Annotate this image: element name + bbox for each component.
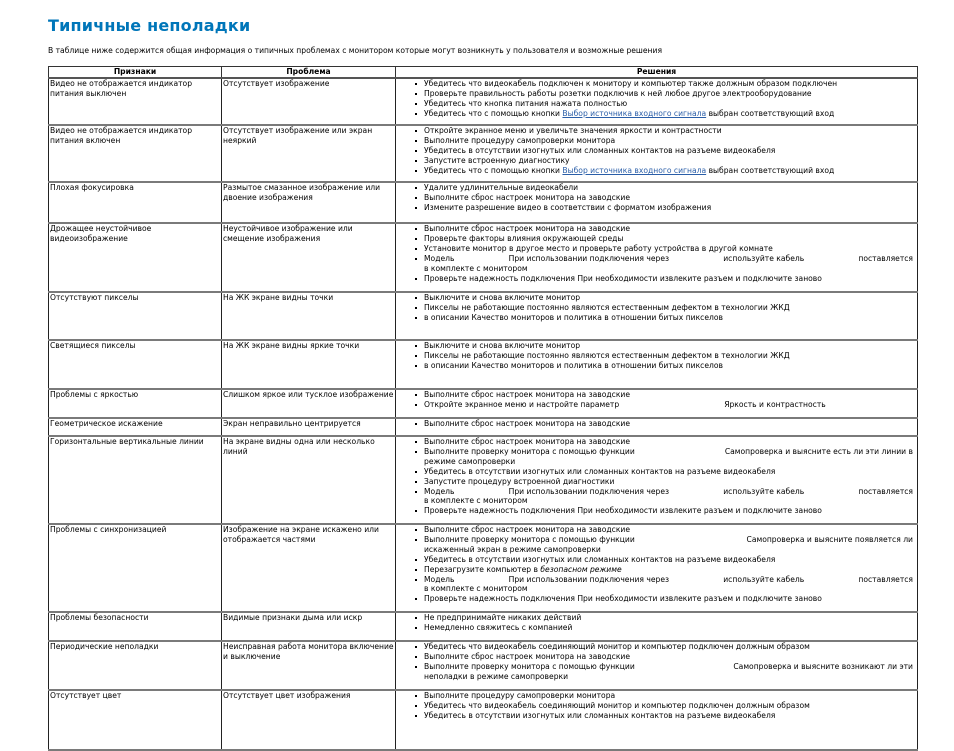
solution-continuation: искаженный экран в режиме самопроверки — [424, 544, 601, 554]
solutions-list — [396, 79, 917, 119]
table-row — [49, 389, 918, 418]
problem-cell: На ЖК экране видны точки — [222, 292, 396, 340]
table-row — [49, 612, 918, 641]
solutions-list — [396, 183, 917, 213]
solution-item: Проверьте надежность подключения При необходимости извлеките разъем и подключите заново — [424, 594, 917, 604]
troubleshooting-table — [48, 66, 918, 751]
problem-cell: Отсутствует цвет изображения — [222, 690, 396, 750]
solution-item: Выполните сброс настроек монитора на заводские — [424, 193, 917, 203]
solution-item: Установите монитор в другое место и проверьте работу устройства в другой комнате — [424, 244, 917, 254]
solution-item: Откройте экранное меню и увеличьте значения яркости и контрастности — [424, 126, 917, 136]
table-row — [49, 125, 918, 182]
solution-item — [424, 575, 917, 595]
solutions-list — [396, 390, 917, 410]
solution-continuation: в комплекте с монитором — [424, 263, 528, 273]
solution-line — [424, 575, 917, 585]
solutions-cell — [396, 524, 918, 612]
solution-item: Выполните процедуру самопроверки монитора — [424, 136, 917, 146]
solutions-cell — [396, 690, 918, 750]
solution-item: Убедитесь в отсутствии изогнутых или сломанных контактов на разъеме видеокабеля — [424, 467, 917, 477]
input-source-link[interactable]: Выбор источника входного сигнала — [562, 165, 707, 175]
solution-item: Пикселы не работающие постоянно являются естественным дефектом в технологии ЖКД — [424, 303, 917, 313]
solution-item: Выключите и снова включите монитор — [424, 341, 917, 351]
symptom-cell: Дрожащее неустойчивое видеоизображение — [49, 223, 222, 292]
solution-continuation: режиме самопроверки — [424, 456, 516, 466]
solution-text: выбран соответствующий вход — [706, 165, 835, 175]
solution-fragment: поставляется — [858, 253, 913, 263]
solution-fragment: используйте кабель — [723, 253, 805, 263]
solution-item — [424, 254, 917, 274]
solutions-cell — [396, 340, 918, 389]
solution-item: Выполните процедуру самопроверки монитора — [424, 691, 917, 701]
solutions-cell — [396, 78, 918, 125]
solution-item: Убедитесь что видеокабель соединяющий монитор и компьютер подключен должным образом — [424, 642, 917, 652]
solution-item: Убедитесь что кнопка питания нажата полностью — [424, 99, 917, 109]
solution-fragment: При использовании подключения через — [508, 486, 670, 496]
solution-item — [424, 565, 917, 575]
solution-fragment: При использовании подключения через — [508, 574, 670, 584]
solution-continuation: неполадки в режиме самопроверки — [424, 671, 569, 681]
problem-cell: Экран неправильно центрируется — [222, 418, 396, 436]
symptom-cell: Видео не отображается индикатор питания включен — [49, 125, 222, 182]
solution-item: Выполните сброс настроек монитора на заводские — [424, 525, 917, 535]
solutions-cell — [396, 641, 918, 690]
table-row — [49, 78, 918, 125]
solution-line — [424, 487, 917, 497]
solution-fragment: Самопроверка и выясните есть ли эти линии в — [724, 446, 913, 456]
solutions-list — [396, 341, 917, 371]
solutions-list — [396, 613, 917, 633]
solution-item — [424, 109, 917, 119]
table-row — [49, 690, 918, 750]
solutions-cell — [396, 182, 918, 223]
table-row — [49, 292, 918, 340]
solution-item: Убедитесь в отсутствии изогнутых или сломанных контактов на разъеме видеокабеля — [424, 146, 917, 156]
solution-item — [424, 662, 917, 682]
solution-item: Проверьте факторы влияния окружающей среды — [424, 234, 917, 244]
solution-item: Убедитесь в отсутствии изогнутых или сломанных контактов на разъеме видеокабеля — [424, 555, 917, 565]
solution-text: выбран соответствующий вход — [706, 108, 835, 118]
solution-item: Проверьте правильность работы розетки подключив к ней любое другое электрооборудование — [424, 89, 917, 99]
solution-item: Выключите и снова включите монитор — [424, 293, 917, 303]
solution-fragment: Модель — [424, 253, 455, 263]
solution-text: Перезагрузите компьютер в — [424, 564, 541, 574]
input-source-link[interactable]: Выбор источника входного сигнала — [562, 108, 707, 118]
table-header-row — [49, 67, 918, 79]
solution-item: Удалите удлинительные видеокабели — [424, 183, 917, 193]
solution-fragment: используйте кабель — [723, 574, 805, 584]
solution-fragment: поставляется — [858, 574, 913, 584]
solution-fragment: Самопроверка и выясните появляется ли — [746, 534, 913, 544]
header-symptoms: Признаки — [49, 67, 222, 79]
table-body — [49, 78, 918, 750]
solution-fragment: Модель — [424, 574, 455, 584]
table-row — [49, 436, 918, 524]
table-row — [49, 418, 918, 436]
solutions-list — [396, 691, 917, 721]
symptom-cell: Видео не отображается индикатор питания выключен — [49, 78, 222, 125]
solution-item: Выполните сброс настроек монитора на заводские — [424, 419, 917, 429]
problem-cell: Неустойчивое изображение или смещение изображения — [222, 223, 396, 292]
solution-item: Не предпринимайте никаких действий — [424, 613, 917, 623]
solution-fragment: Самопроверка и выясните возникают ли эти — [733, 661, 913, 671]
solutions-cell — [396, 125, 918, 182]
symptom-cell: Отсутствует цвет — [49, 690, 222, 750]
solution-item: Немедленно свяжитесь с компанией — [424, 623, 917, 633]
solution-item — [424, 400, 917, 410]
table-row — [49, 340, 918, 389]
solutions-cell — [396, 292, 918, 340]
symptom-cell: Горизонтальные вертикальные линии — [49, 436, 222, 524]
symptom-cell: Периодические неполадки — [49, 641, 222, 690]
solution-item: Проверьте надежность подключения При необходимости извлеките разъем и подключите заново — [424, 274, 917, 284]
problem-cell: Изображение на экране искажено или отображается частями — [222, 524, 396, 612]
solutions-list — [396, 293, 917, 323]
problem-cell: Видимые признаки дыма или искр — [222, 612, 396, 641]
symptom-cell: Отсутствуют пикселы — [49, 292, 222, 340]
solutions-cell — [396, 436, 918, 524]
table-row — [49, 182, 918, 223]
solution-fragment: При использовании подключения через — [508, 253, 670, 263]
problem-cell: Неисправная работа монитора включение и выключение — [222, 641, 396, 690]
solution-item: Выполните сброс настроек монитора на заводские — [424, 224, 917, 234]
intro-text: В таблице ниже содержится общая информация о типичных проблемах с монитором которые могут возникнуть у пользователя и возможные решения — [48, 46, 663, 55]
header-problem: Проблема — [222, 67, 396, 79]
page-title: Типичные неполадки — [48, 16, 251, 35]
solution-item: Выполните сброс настроек монитора на заводские — [424, 437, 917, 447]
solution-continuation: в комплекте с монитором — [424, 496, 528, 506]
solution-item — [424, 487, 917, 507]
solutions-list — [396, 224, 917, 283]
solution-item: в описании Качество мониторов и политика в отношении битых пикселов — [424, 361, 917, 371]
solution-text: Убедитесь что с помощью кнопки — [424, 108, 563, 118]
problem-cell: Отсутствует изображение или экран неяркий — [222, 125, 396, 182]
problem-cell: На ЖК экране видны яркие точки — [222, 340, 396, 389]
solution-item: Запустите процедуру встроенной диагностики — [424, 477, 917, 487]
header-solutions: Решения — [396, 67, 918, 79]
symptom-cell: Проблемы с синхронизацией — [49, 524, 222, 612]
solution-item: Пикселы не работающие постоянно являются естественным дефектом в технологии ЖКД — [424, 351, 917, 361]
solution-fragment: Модель — [424, 486, 455, 496]
symptom-cell: Проблемы безопасности — [49, 612, 222, 641]
solution-text: Убедитесь что с помощью кнопки — [424, 165, 563, 175]
solutions-list — [396, 437, 917, 516]
solution-fragment: Выполните проверку монитора с помощью функции — [424, 661, 635, 671]
solution-item: Проверьте надежность подключения При необходимости извлеките разъем и подключите заново — [424, 506, 917, 516]
problem-cell: Слишком яркое или тусклое изображение — [222, 389, 396, 418]
solution-item — [424, 447, 917, 467]
solutions-list — [396, 525, 917, 604]
solution-item: Запустите встроенную диагностику — [424, 156, 917, 166]
symptom-cell: Геометрическое искажение — [49, 418, 222, 436]
table-row — [49, 641, 918, 690]
solutions-cell — [396, 612, 918, 641]
solutions-cell — [396, 389, 918, 418]
problem-cell: На экране видны одна или несколько линий — [222, 436, 396, 524]
problem-cell: Размытое смазанное изображение или двоение изображения — [222, 182, 396, 223]
solutions-cell — [396, 418, 918, 436]
solution-item — [424, 166, 917, 176]
solution-line — [424, 535, 917, 545]
solution-text: Яркость и контрастность — [724, 399, 826, 409]
solutions-cell — [396, 223, 918, 292]
solution-fragment: Выполните проверку монитора с помощью функции — [424, 446, 635, 456]
safe-mode-text: безопасном режиме — [540, 564, 622, 574]
symptom-cell: Проблемы с яркостью — [49, 389, 222, 418]
solution-fragment: используйте кабель — [723, 486, 805, 496]
solution-fragment: поставляется — [858, 486, 913, 496]
solution-continuation: в комплекте с монитором — [424, 584, 528, 594]
solution-item: Выполните сброс настроек монитора на заводские — [424, 652, 917, 662]
solution-item: Убедитесь в отсутствии изогнутых или сломанных контактов на разъеме видеокабеля — [424, 711, 917, 721]
solution-line — [424, 254, 917, 264]
table-row — [49, 524, 918, 612]
solution-item: Убедитесь что видеокабель подключен к монитору и компьютер также должным образом подключен — [424, 79, 917, 89]
solutions-list — [396, 126, 917, 176]
symptom-cell: Плохая фокусировка — [49, 182, 222, 223]
problem-cell: Отсутствует изображение — [222, 78, 396, 125]
table-row — [49, 223, 918, 292]
symptom-cell: Светящиеся пикселы — [49, 340, 222, 389]
solution-item: Измените разрешение видео в соответствии с форматом изображения — [424, 203, 917, 213]
solution-item: Выполните сброс настроек монитора на заводские — [424, 390, 917, 400]
solutions-list — [396, 642, 917, 682]
solution-fragment: Выполните проверку монитора с помощью функции — [424, 534, 635, 544]
solution-line — [424, 447, 917, 457]
solution-text: Откройте экранное меню и настройте параметр — [424, 399, 620, 409]
solution-item — [424, 535, 917, 555]
solution-line — [424, 662, 917, 672]
solution-item: в описании Качество мониторов и политика в отношении битых пикселов — [424, 313, 917, 323]
solutions-list — [396, 419, 917, 429]
solution-item: Убедитесь что видеокабель соединяющий монитор и компьютер подключен должным образом — [424, 701, 917, 711]
